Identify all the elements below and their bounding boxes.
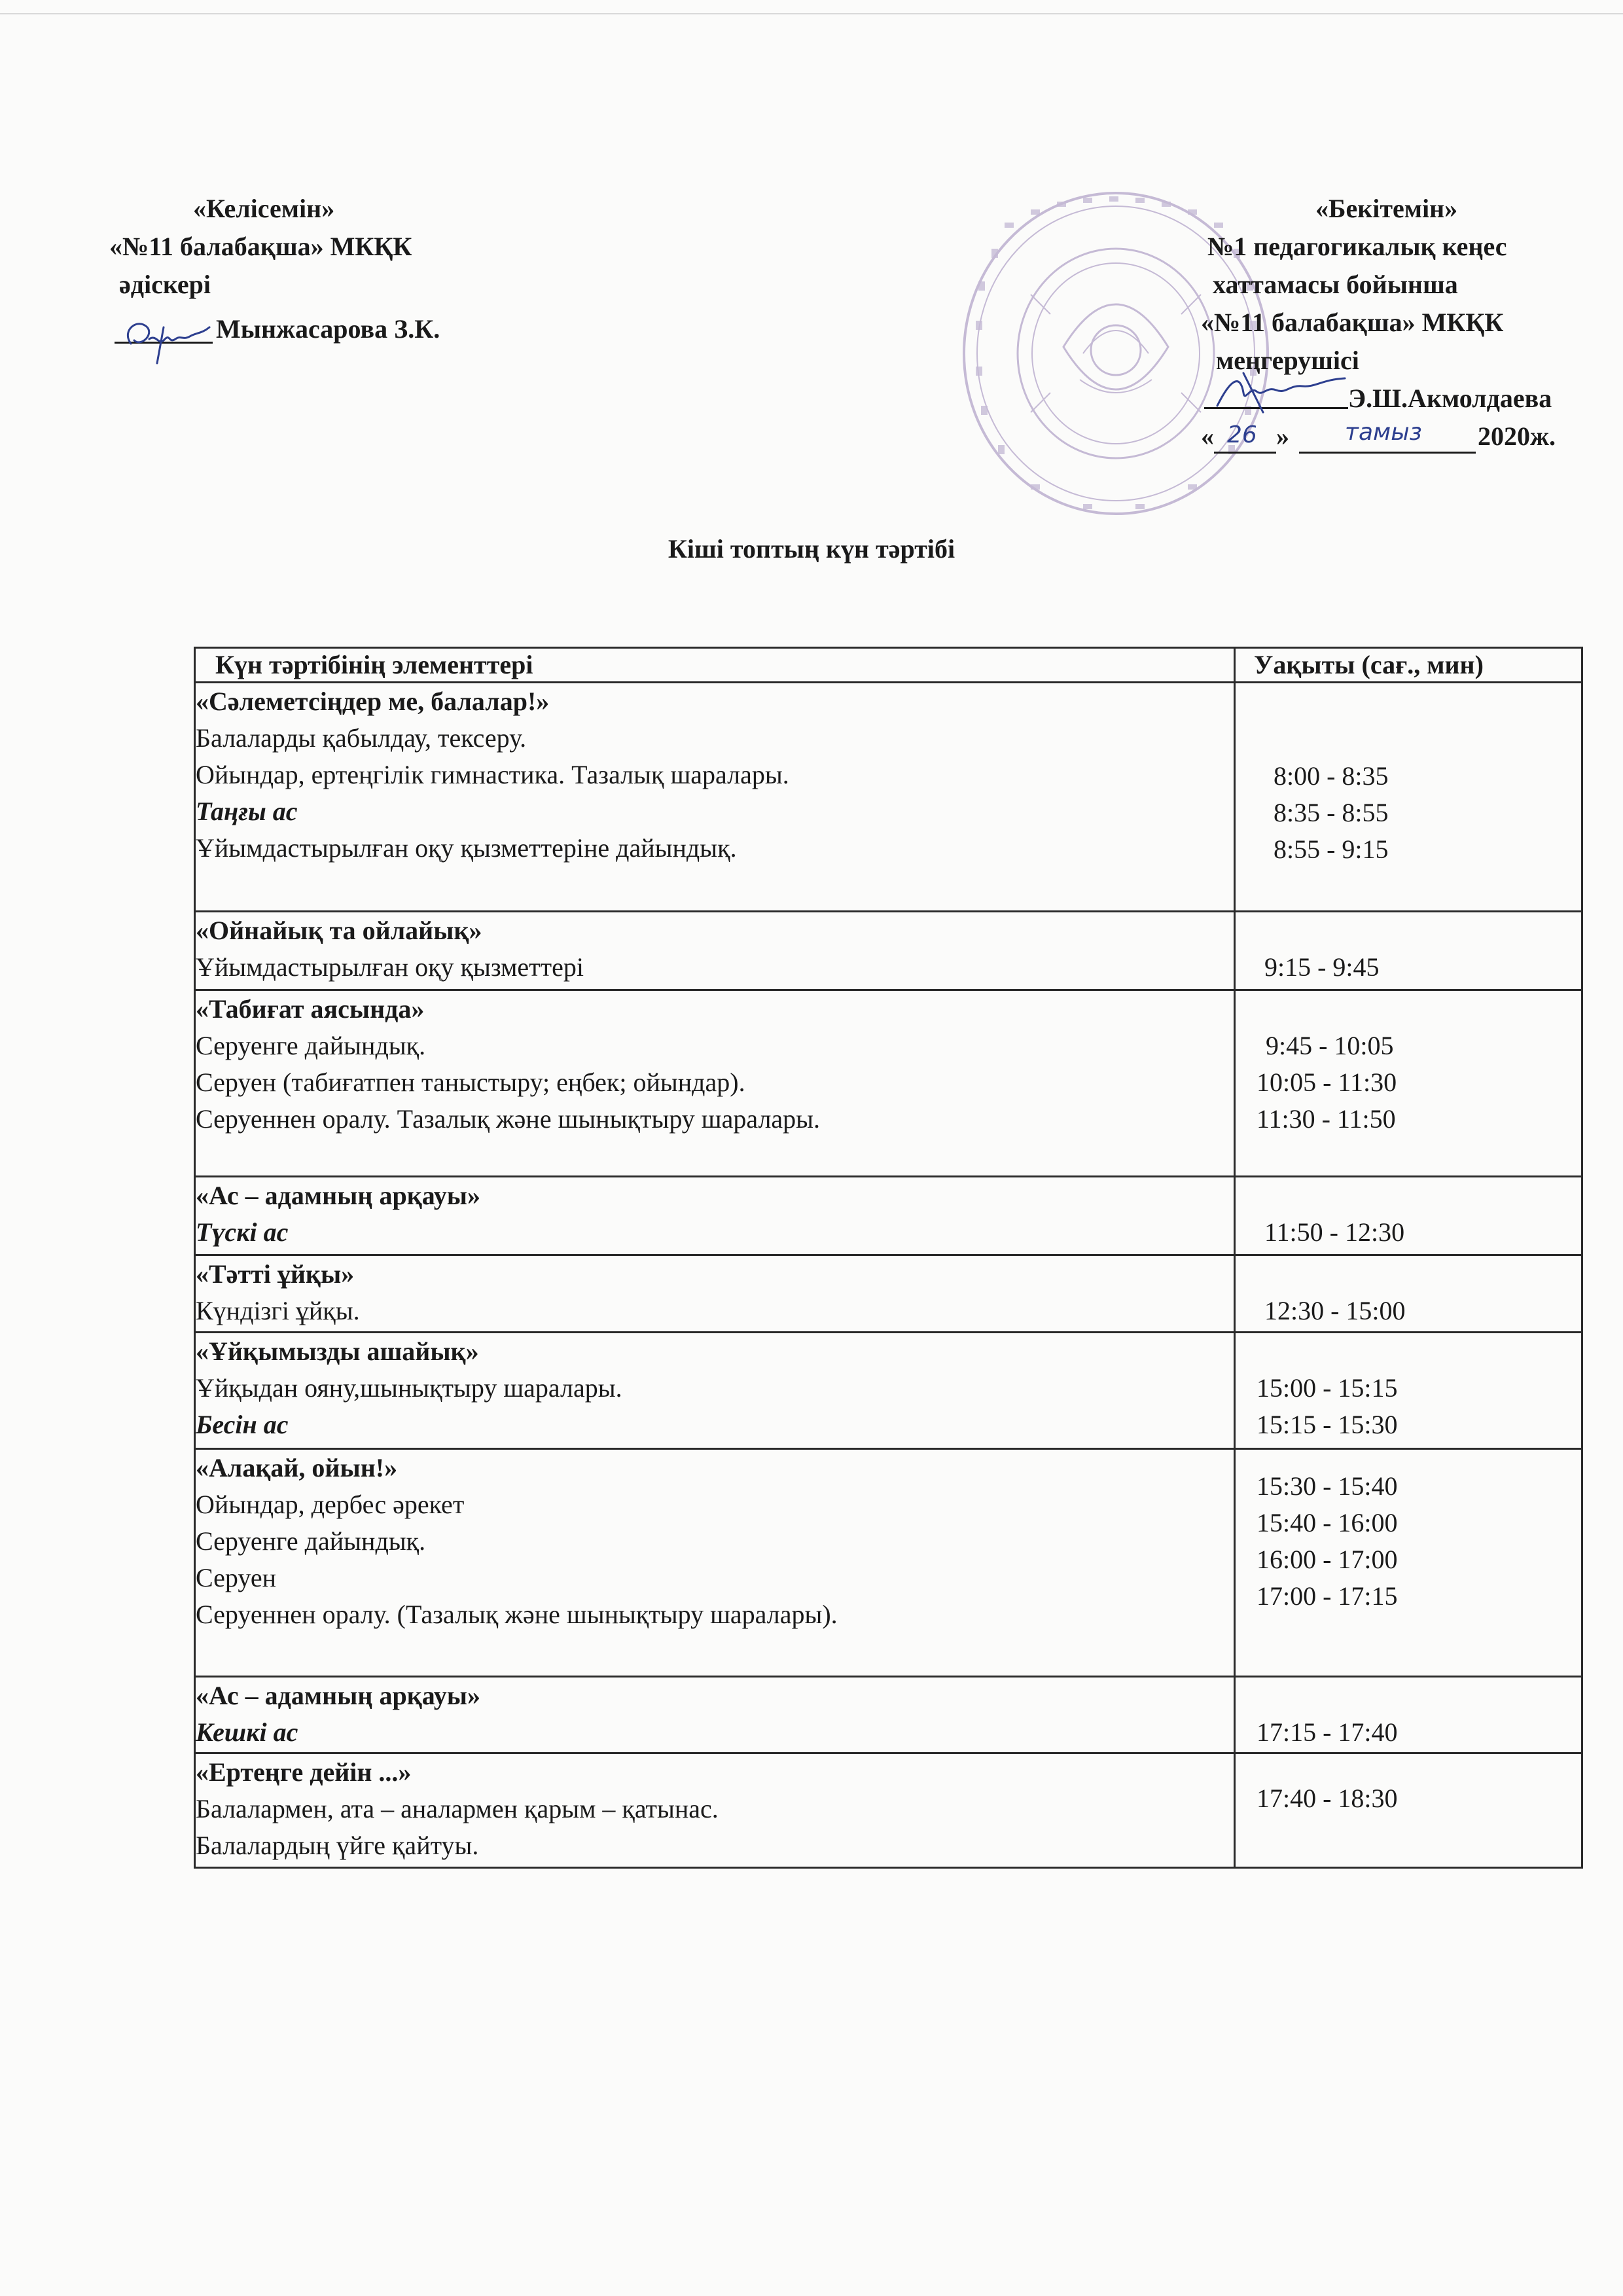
header-elements: Күн тәртібінің элементтері: [195, 648, 1235, 683]
row-time: 11:50 - 12:30: [1264, 1217, 1405, 1247]
row-time: 10:05 - 11:30: [1257, 1067, 1397, 1097]
row-times: [1235, 683, 1582, 912]
row-times: [1235, 1255, 1582, 1333]
table-row: [195, 912, 1582, 990]
approval-block-agreed: [0, 0, 654, 393]
row-line: Серуенге дайындық.: [196, 1031, 426, 1060]
approval-heading: «Бекітемін»: [1315, 194, 1458, 223]
date-open-quote: «: [1201, 422, 1214, 451]
row-elements: [195, 1333, 1235, 1449]
approval-heading: «Келісемін»: [193, 194, 335, 223]
row-title: «Ас – адамның арқауы»: [196, 1181, 480, 1210]
table-row: [195, 1677, 1582, 1753]
row-line: Ұйымдастырылған оқу қызметтері: [196, 952, 584, 982]
row-title: «Ас – адамның арқауы»: [196, 1681, 480, 1710]
row-line: Күндізгі ұйқы.: [196, 1296, 360, 1325]
row-elements: [195, 1753, 1235, 1868]
row-times: [1235, 1677, 1582, 1753]
signature-mark: [118, 308, 223, 367]
row-time: 15:00 - 15:15: [1257, 1373, 1398, 1403]
row-time: 9:15 - 9:45: [1264, 952, 1380, 982]
row-time: 12:30 - 15:00: [1264, 1296, 1406, 1325]
row-elements: [195, 1449, 1235, 1677]
row-elements: [195, 683, 1235, 912]
approval-name: Э.Ш.Акмолдаева: [1348, 384, 1552, 413]
row-meal: Кешкі ас: [196, 1717, 298, 1747]
row-line: Ұйқыдан ояну,шынықтыру шаралары.: [196, 1373, 622, 1403]
row-times: [1235, 1333, 1582, 1449]
approval-position: әдіскері: [119, 270, 211, 299]
row-elements: [195, 990, 1235, 1177]
table-row: [195, 1333, 1582, 1449]
row-line: Серуенге дайындық.: [196, 1526, 426, 1556]
signature-mark: [1204, 367, 1361, 419]
row-times: [1235, 912, 1582, 990]
row-times: [1235, 1177, 1582, 1255]
row-time: 8:00 - 8:35: [1274, 761, 1389, 791]
row-time: 8:35 - 8:55: [1274, 798, 1389, 827]
row-title: «Табиғат аясында»: [196, 994, 425, 1024]
row-time: 17:40 - 18:30: [1257, 1784, 1398, 1813]
table-row: [195, 1449, 1582, 1677]
row-line: Ойындар, дербес әрекет: [196, 1490, 465, 1519]
date-day: 26: [1227, 422, 1257, 448]
row-times: [1235, 1449, 1582, 1677]
row-meal: Бесін ас: [196, 1410, 289, 1439]
approval-position: меңгерушісі: [1216, 346, 1359, 375]
row-elements: [195, 912, 1235, 990]
row-meal: Түскі ас: [196, 1217, 289, 1247]
schedule-table: [194, 647, 1583, 1869]
table-row: [195, 683, 1582, 912]
row-line: Ойындар, ертеңгілік гимнастика. Тазалық шаралары.: [196, 760, 789, 789]
approval-org: «№11 балабақша» МКҚК: [1201, 308, 1504, 337]
row-line: Серуен (табиғатпен таныстыру; еңбек; ойындар).: [196, 1067, 745, 1097]
row-time: 11:30 - 11:50: [1257, 1104, 1396, 1134]
approval-line-1: №1 педагогикалық кеңес: [1207, 232, 1507, 261]
table-row: [195, 1177, 1582, 1255]
date-month-line: [1299, 452, 1476, 454]
row-times: [1235, 1753, 1582, 1868]
row-title: «Алақай, ойын!»: [196, 1453, 398, 1482]
date-close-quote: »: [1276, 422, 1289, 451]
row-meal: Таңғы ас: [196, 797, 298, 826]
row-title: «Ұйқымызды ашайық»: [196, 1336, 479, 1366]
row-title: «Ертеңге дейін ...»: [196, 1757, 412, 1787]
table-row: [195, 990, 1582, 1177]
row-line: Серуен: [196, 1563, 277, 1592]
row-elements: [195, 1177, 1235, 1255]
table-row: [195, 1255, 1582, 1333]
row-elements: [195, 1255, 1235, 1333]
header-time: Уақыты (сағ., мин): [1235, 648, 1582, 683]
row-time: 15:30 - 15:40: [1257, 1471, 1398, 1501]
row-line: Ұйымдастырылған оқу қызметтеріне дайындық.: [196, 833, 737, 863]
approval-org: «№11 балабақша» МКҚК: [109, 232, 412, 261]
row-title: «Тәтті ұйқы»: [196, 1259, 355, 1289]
row-time: 16:00 - 17:00: [1257, 1545, 1398, 1574]
row-time: 15:15 - 15:30: [1257, 1410, 1398, 1439]
row-line: Балалармен, ата – аналармен қарым – қатынас.: [196, 1794, 719, 1823]
approval-name: Мынжасарова З.К.: [216, 314, 440, 344]
approval-line-2: хаттамасы бойынша: [1213, 270, 1458, 299]
row-line: Балаларды қабылдау, тексеру.: [196, 723, 527, 753]
page-title: Кіші топтың күн тәртібі: [668, 534, 955, 564]
date-day-line: [1214, 452, 1276, 454]
row-time: 8:55 - 9:15: [1274, 834, 1389, 864]
row-title: «Сәлеметсіңдер ме, балалар!»: [196, 687, 550, 716]
date-year: 2020ж.: [1478, 422, 1556, 451]
row-time: 9:45 - 10:05: [1266, 1031, 1394, 1060]
row-line: Серуеннен оралу. (Тазалық және шынықтыру шаралары).: [196, 1600, 838, 1629]
row-times: [1235, 990, 1582, 1177]
row-line: Серуеннен оралу. Тазалық және шынықтыру шаралары.: [196, 1104, 821, 1134]
row-line: Балалардың үйге қайтуы.: [196, 1831, 479, 1860]
row-elements: [195, 1677, 1235, 1753]
table-row: [195, 1753, 1582, 1868]
row-title: «Ойнайық та ойлайық»: [196, 916, 482, 945]
table-header-row: [195, 648, 1582, 683]
approval-block-approved: [1080, 0, 1623, 458]
date-month: тамыз: [1345, 419, 1422, 446]
row-time: 15:40 - 16:00: [1257, 1508, 1398, 1537]
row-time: 17:15 - 17:40: [1257, 1717, 1398, 1747]
row-time: 17:00 - 17:15: [1257, 1581, 1398, 1611]
